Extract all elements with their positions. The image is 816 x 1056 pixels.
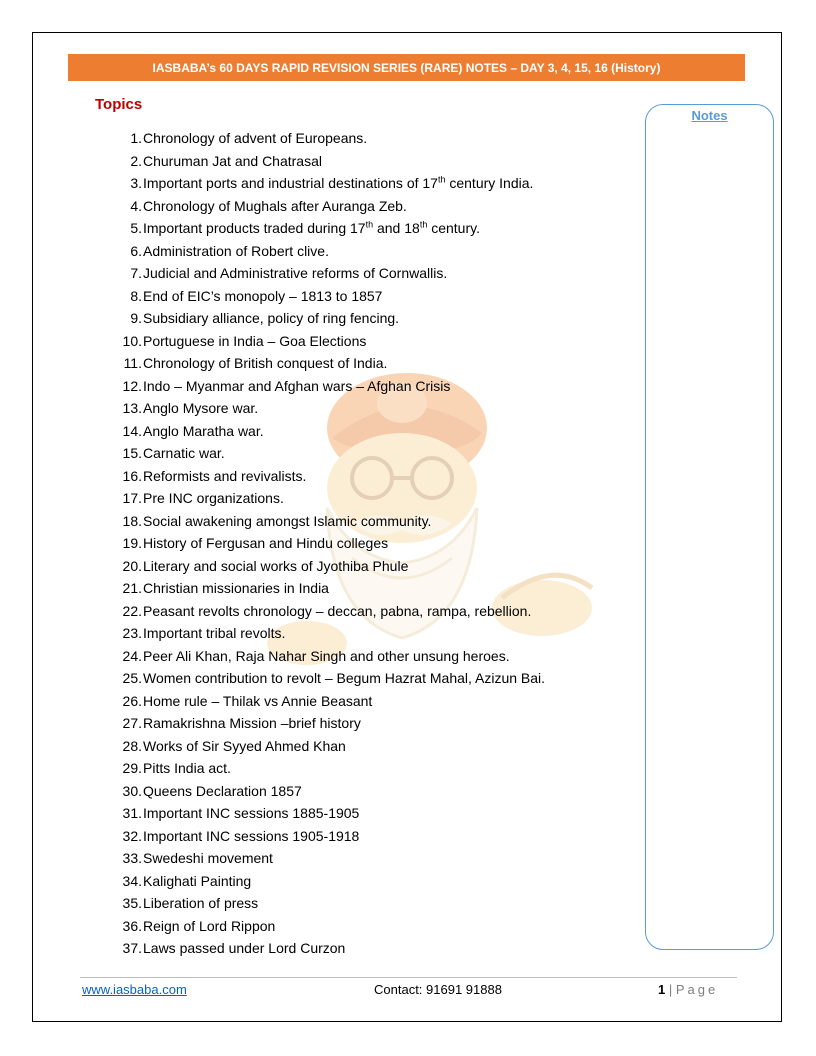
topic-number: 29. [122,760,142,776]
topic-number: 33. [122,850,142,866]
topic-number: 12. [122,377,142,394]
topic-number: 14. [122,422,142,439]
topic-item [110,172,545,195]
topic-item [110,892,545,915]
topic-item [110,847,545,870]
topic-item [110,532,545,555]
topic-item [110,937,545,960]
topic-text: Important tribal revolts. [143,625,286,641]
topic-item [110,510,545,533]
topic-number: 24. [122,647,142,664]
topic-text: Literary and social works of Jyothiba Phule [143,557,409,574]
topic-item [110,330,545,353]
notes-label: Notes [691,108,728,123]
topic-text: Liberation of press [143,895,259,911]
topic-text-part: century. [427,220,480,236]
footer-contact-text: Contact: 91691 91888 [374,982,502,997]
topic-text-part: Important products traded during 17 [143,220,366,236]
page-word: Page [675,982,719,997]
topic-item [110,262,545,285]
topic-number: 9. [130,310,142,326]
footer-website-link[interactable]: www.iasbaba.com [82,982,187,997]
topic-item [110,375,545,398]
topic-number: 19. [122,535,142,551]
topic-number: 1. [130,130,142,146]
header-title: IASBABA’s 60 DAYS RAPID REVISION SERIES (RARE) NOTES – DAY 3, 4, 15, 16 (History) [152,60,661,75]
topic-text: Works of Sir Syyed Ahmed Khan [143,737,346,754]
topic-number: 35. [122,895,142,911]
topic-number: 36. [122,917,142,934]
topic-text: Carnatic war. [143,445,225,461]
topic-superscript: th [419,219,428,230]
topic-number: 37. [122,940,142,956]
topic-text: Chronology of British conquest of India. [143,355,388,371]
topic-item [110,442,545,465]
topic-text-part: and 18 [373,220,420,236]
topic-text: Chronology of advent of Europeans. [143,130,368,146]
topic-superscript: th [437,174,446,185]
topic-item [110,420,545,443]
topic-number: 7. [130,265,142,281]
topic-item [110,555,545,578]
footer-page-number [658,982,718,997]
topic-item [110,217,545,240]
topic-number: 26. [122,692,142,709]
topic-number: 2. [130,152,142,169]
topic-text: Christian missionaries in India [143,580,329,596]
topic-item [110,285,545,308]
topic-item [110,307,545,330]
topic-text: Home rule – Thilak vs Annie Beasant [143,692,373,709]
topic-item [110,712,545,735]
topic-text: Pitts India act. [143,760,231,776]
topic-text: Swedeshi movement [143,850,273,866]
topic-number: 34. [122,872,142,889]
topic-number: 27. [122,715,142,731]
topic-text: Kalighati Painting [143,872,252,889]
topic-item [110,870,545,893]
topic-text: Queens Declaration 1857 [143,782,302,799]
topic-number: 16. [122,467,142,484]
topic-item [110,780,545,803]
notes-box [645,104,774,950]
topic-text: Women contribution to revolt – Begum Hazrat Mahal, Azizun Bai. [143,670,546,686]
header-bar [68,54,745,81]
footer-divider [80,977,737,978]
topic-number: 10. [122,332,142,349]
topic-text: Subsidiary alliance, policy of ring fencing. [143,310,400,326]
topic-text: Social awakening amongst Islamic community. [143,512,432,529]
topic-text: Judicial and Administrative reforms of Cornwallis. [143,265,448,281]
topic-number: 20. [122,557,142,574]
page-number: 1 [658,982,666,997]
topic-item [110,487,545,510]
topic-number: 4. [130,197,142,214]
topic-number: 28. [122,737,142,754]
topic-number: 31. [122,805,142,821]
topic-number: 3. [130,175,142,191]
topic-item [110,757,545,780]
topics-heading: Topics [95,96,143,113]
topic-text: Important INC sessions 1885-1905 [143,805,360,821]
topic-item [110,622,545,645]
topic-item [110,127,545,150]
topic-number: 11. [123,355,142,371]
topic-item [110,915,545,938]
topic-superscript: th [365,219,374,230]
topic-item [110,645,545,668]
topic-number: 32. [122,827,142,844]
topic-text: History of Fergusan and Hindu colleges [143,535,389,551]
topic-item [110,465,545,488]
topic-text-part: century India. [445,175,534,191]
topic-text: End of EIC’s monopoly – 1813 to 1857 [143,287,383,304]
topic-item [110,735,545,758]
topic-number: 15. [122,445,142,461]
topic-text: Important INC sessions 1905-1918 [143,827,360,844]
topic-number: 18. [122,512,142,529]
topic-number: 25. [122,670,142,686]
topic-number: 6. [130,242,142,259]
topic-text: Peasant revolts chronology – deccan, pabna, rampa, rebellion. [143,602,532,619]
topic-item [110,397,545,420]
topic-number: 13. [122,400,142,416]
topic-number: 17. [122,490,142,506]
topic-text: Anglo Maratha war. [143,422,264,439]
topic-list [110,127,545,960]
topic-text: Churuman Jat and Chatrasal [143,152,322,169]
footer-contact [374,982,502,997]
topic-text: Ramakrishna Mission –brief history [143,715,361,731]
topic-item [110,352,545,375]
topic-text: Anglo Mysore war. [143,400,259,416]
topic-number: 30. [122,782,142,799]
topic-text: Chronology of Mughals after Auranga Zeb. [143,197,407,214]
topic-number: 22. [122,602,142,619]
topic-text [143,172,533,195]
topic-text [143,217,480,240]
topic-item [110,150,545,173]
topic-number: 8. [130,287,142,304]
topic-item [110,600,545,623]
topic-item [110,195,545,218]
topic-text: Peer Ali Khan, Raja Nahar Singh and other unsung heroes. [143,647,510,664]
topic-number: 23. [122,625,142,641]
topic-item [110,577,545,600]
topic-item [110,690,545,713]
topic-item [110,667,545,690]
topic-text: Reformists and revivalists. [143,467,307,484]
topic-text-part: Important ports and industrial destinations of 17 [143,175,438,191]
topic-text: Reign of Lord Rippon [143,917,276,934]
topic-item [110,802,545,825]
topic-number: 5. [130,220,142,236]
topic-text: Portuguese in India – Goa Elections [143,332,367,349]
topic-text: Administration of Robert clive. [143,242,329,259]
topic-number: 21. [122,580,142,596]
topic-text: Laws passed under Lord Curzon [143,940,346,956]
page-separator: | [668,982,673,997]
topic-item [110,240,545,263]
topic-text: Pre INC organizations. [143,490,284,506]
topic-text: Indo – Myanmar and Afghan wars – Afghan Crisis [143,377,451,394]
topic-item [110,825,545,848]
